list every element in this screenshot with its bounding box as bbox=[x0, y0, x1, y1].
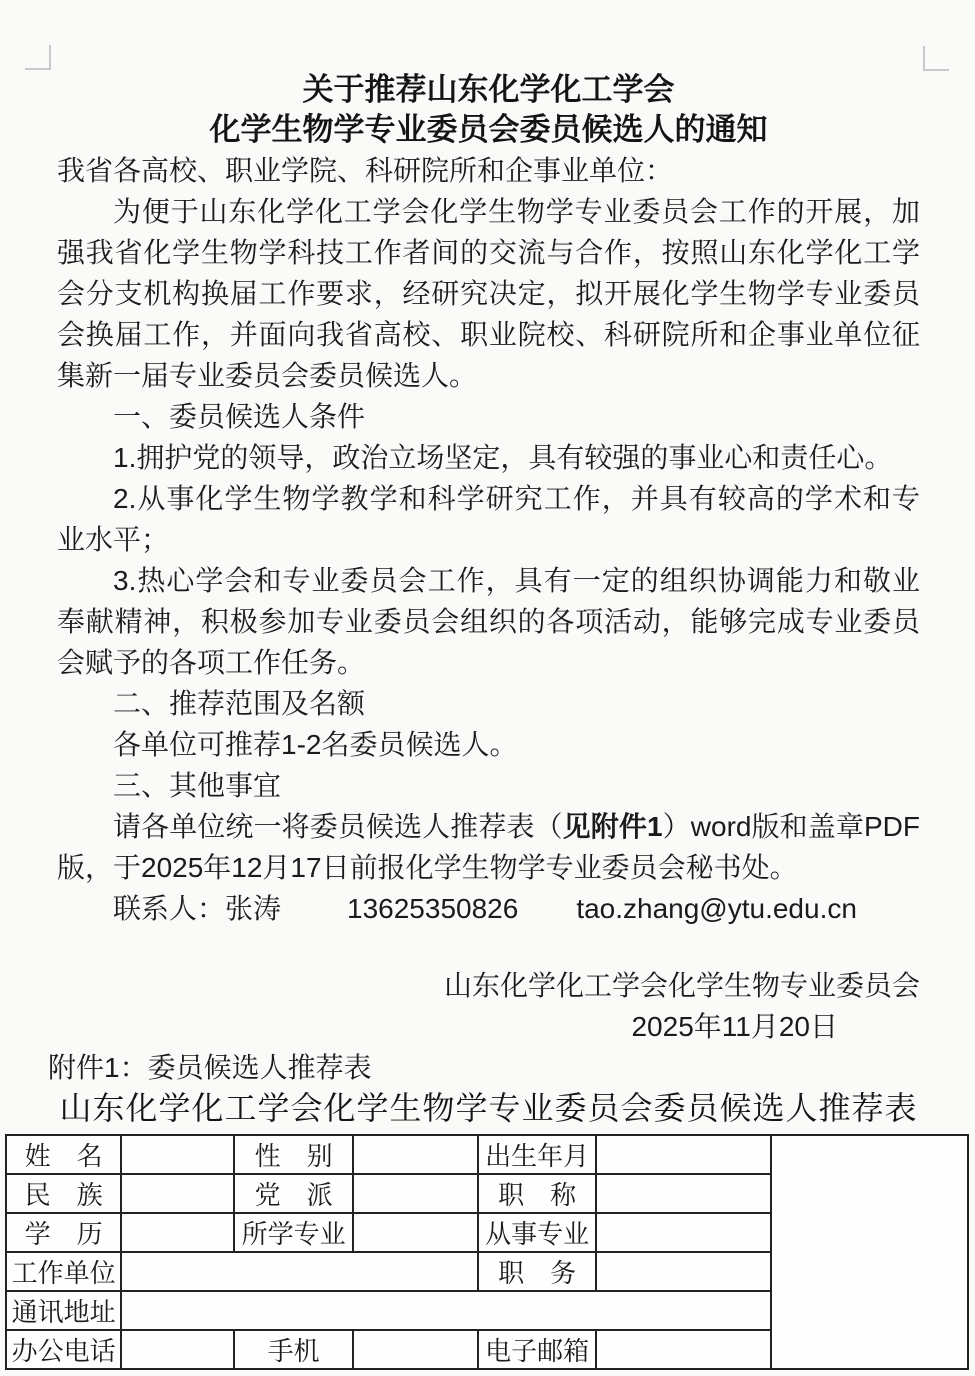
label-major-engaged: 从事专业 bbox=[478, 1213, 596, 1252]
label-office-phone: 办公电话 bbox=[6, 1330, 121, 1369]
value-party bbox=[353, 1174, 478, 1213]
notice-title bbox=[57, 70, 920, 150]
section-3-heading: 三、其他事宜 bbox=[113, 770, 282, 801]
value-birth-date bbox=[596, 1135, 770, 1174]
label-ethnicity: 民 族 bbox=[6, 1174, 121, 1213]
section-1-heading: 一、委员候选人条件 bbox=[113, 401, 366, 432]
submission-text-prefix: 请各单位统一将委员候选人推荐表（ bbox=[113, 811, 563, 842]
value-major-studied bbox=[353, 1213, 478, 1252]
value-education bbox=[121, 1213, 234, 1252]
notice-title-line-1: 关于推荐山东化学化工学会 bbox=[302, 72, 675, 107]
page-corner-mark-left bbox=[25, 45, 51, 70]
contact-email: tao.zhang@ytu.edu.cn bbox=[576, 893, 857, 924]
value-major-engaged bbox=[596, 1213, 770, 1252]
label-education: 学 历 bbox=[6, 1213, 121, 1252]
form-row-1 bbox=[6, 1135, 968, 1174]
section-3-body bbox=[57, 806, 920, 888]
contact-name: 联系人：张涛 bbox=[113, 893, 282, 924]
section-1-item-3: 3.热心学会和专业委员会工作，具有一定的组织协调能力和敬业奉献精神，积极参加专业委员会组织的各项活动，能够完成专业委员会赋予的各项工作任务。 bbox=[57, 565, 920, 678]
section-1-item-1: 1.拥护党的领导，政治立场坚定，具有较强的事业心和责任心。 bbox=[113, 442, 893, 473]
contact-line bbox=[57, 888, 920, 929]
value-work-unit bbox=[121, 1252, 478, 1291]
label-party: 党 派 bbox=[234, 1174, 352, 1213]
value-position bbox=[596, 1252, 770, 1291]
candidate-form-table bbox=[5, 1134, 969, 1370]
value-ethnicity bbox=[121, 1174, 234, 1213]
label-work-unit: 工作单位 bbox=[6, 1252, 121, 1291]
notice-body bbox=[48, 150, 920, 1088]
value-office-phone bbox=[121, 1330, 234, 1369]
value-mailing-address bbox=[121, 1291, 770, 1330]
value-mobile bbox=[353, 1330, 478, 1369]
label-name: 姓 名 bbox=[6, 1135, 121, 1174]
value-email bbox=[596, 1330, 770, 1369]
signature-org: 山东化学化工学会化学生物专业委员会 bbox=[443, 970, 920, 1001]
signature-date: 2025年11月20日 bbox=[631, 1011, 838, 1042]
label-mailing-address: 通讯地址 bbox=[6, 1291, 121, 1330]
see-attachment-bold: 见附件1 bbox=[562, 811, 663, 842]
value-professional-title bbox=[596, 1174, 770, 1213]
photo-area bbox=[771, 1135, 968, 1369]
contact-phone: 13625350826 bbox=[347, 893, 519, 924]
section-2-heading: 二、推荐范围及名额 bbox=[113, 688, 366, 719]
value-name bbox=[121, 1135, 234, 1174]
attachment-label: 附件1：委员候选人推荐表 bbox=[48, 1052, 372, 1083]
salutation: 我省各高校、职业学院、科研院所和企事业单位： bbox=[57, 155, 674, 186]
label-mobile: 手机 bbox=[234, 1330, 352, 1369]
value-gender bbox=[353, 1135, 478, 1174]
form-title: 山东化学化工学会化学生物学专业委员会委员候选人推荐表 bbox=[59, 1090, 918, 1126]
section-1-item-2: 2.从事化学生物学教学和科学研究工作，并具有较高的学术和专业水平； bbox=[57, 483, 920, 555]
label-position: 职 务 bbox=[478, 1252, 596, 1291]
notice-title-line-2: 化学生物学专业委员会委员候选人的通知 bbox=[209, 112, 768, 147]
paragraph-intro: 为便于山东化学化工学会化学生物学专业委员会工作的开展，加强我省化学生物学科技工作者间的交流与合作，按照山东化学化工学会分支机构换届工作要求，经研究决定，拟开展化学生物学专业委员会换届工作，并面向我省高校、职业院校、科研院所和企事业单位征集新一届专业委员会委员候选人。 bbox=[57, 196, 920, 391]
page-corner-mark-right bbox=[923, 46, 949, 71]
label-gender: 性 别 bbox=[234, 1135, 352, 1174]
label-major-studied: 所学专业 bbox=[234, 1213, 352, 1252]
label-email: 电子邮箱 bbox=[478, 1330, 596, 1369]
candidate-form bbox=[5, 1134, 920, 1370]
submission-text-suffix: ）word版和盖章PDF版，于2025年12月17日前报化学生物学专业委员会秘书处。 bbox=[57, 811, 920, 883]
label-professional-title: 职 称 bbox=[478, 1174, 596, 1213]
section-2-body: 各单位可推荐1-2名委员候选人。 bbox=[113, 729, 518, 760]
label-birth-date: 出生年月 bbox=[478, 1135, 596, 1174]
